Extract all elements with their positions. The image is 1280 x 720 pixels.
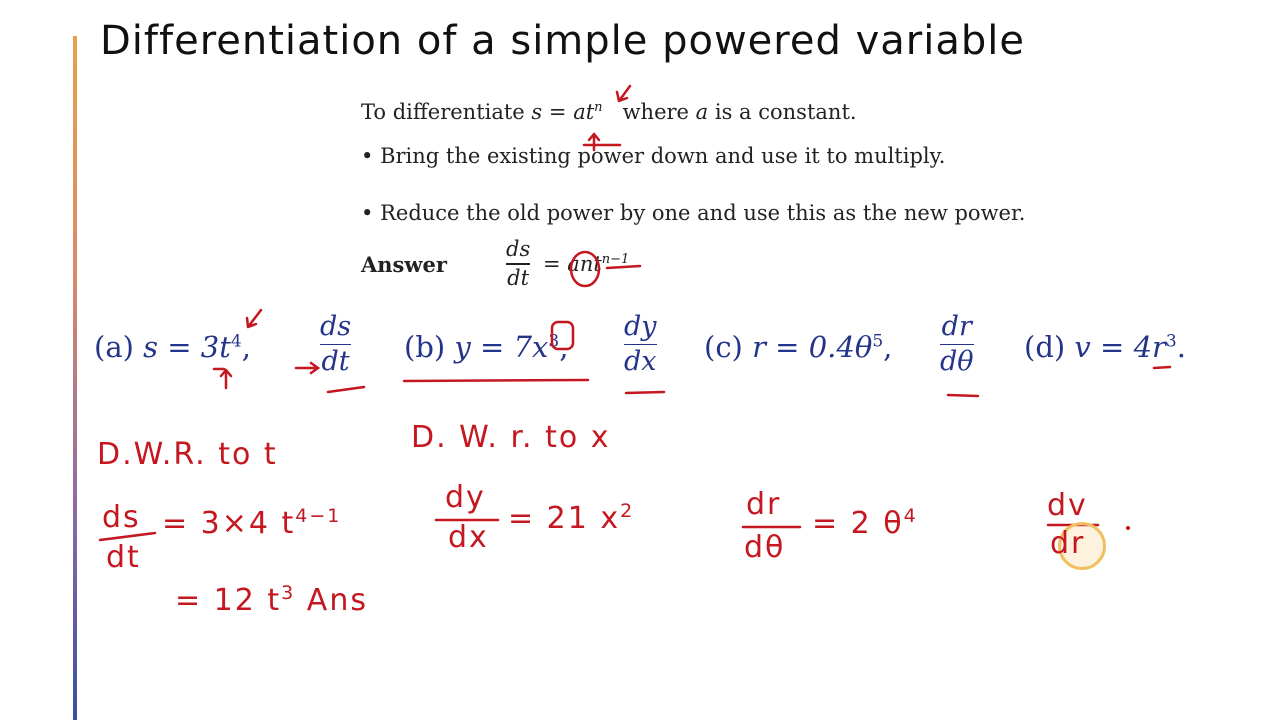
handwritten-num: dy <box>445 480 486 515</box>
underline-annotation <box>1154 367 1170 368</box>
arrow-annotation <box>296 363 318 373</box>
example-lhs: r <box>752 330 766 364</box>
answer-eq: = <box>543 252 561 276</box>
handwritten-step-b <box>508 500 634 536</box>
arrow-annotation <box>584 134 620 150</box>
derivative-den: dθ <box>940 346 974 378</box>
example-a: (a) $s = 3t^4$, <box>94 330 251 364</box>
intro-rhs-t: t <box>585 100 595 124</box>
example-b: (b) $y = 7x^3$, <box>404 330 569 364</box>
handwritten-rhs: = 2 θ <box>812 506 904 541</box>
example-exp: 3 <box>548 331 560 352</box>
derivative-num: ds <box>320 311 352 342</box>
example-sep: , <box>241 330 251 364</box>
bullet-text: Bring the existing power down and use it to multiply. <box>380 144 946 168</box>
intro-lhs: s <box>531 100 543 124</box>
derivative-den: dt <box>321 346 350 378</box>
underline-annotation <box>404 380 588 381</box>
derivative-num: dr <box>941 311 972 342</box>
handwritten-den: dr <box>1050 526 1086 561</box>
intro-const-var: a <box>695 100 709 124</box>
intro-rhs-exp: n <box>594 100 603 115</box>
handwritten-dwrt-x: D. W. r. to x <box>411 420 611 455</box>
example-lhs: s <box>143 330 159 364</box>
example-d: (d) $v = 4r^3$. <box>1024 330 1186 364</box>
intro-where: where <box>622 100 689 124</box>
example-label: (c) <box>704 330 743 364</box>
derivative-num: dy <box>624 311 657 342</box>
handwritten-num: ds <box>102 500 141 535</box>
intro-rhs-a: a <box>573 100 586 124</box>
example-label: (b) <box>404 330 446 364</box>
handwritten-dwrt-t: D.W.R. to t <box>97 437 278 472</box>
handwritten-num: dv <box>1047 488 1088 523</box>
example-exp: 5 <box>872 331 884 352</box>
example-sep: , <box>883 330 893 364</box>
intro-eq: = <box>548 100 567 124</box>
bullet-text: Reduce the old power by one and use this as the new power. <box>380 201 1026 225</box>
answer-label: Answer <box>361 252 447 277</box>
handwritten-exp: 2 <box>620 500 635 522</box>
answer-num: ds <box>506 237 531 261</box>
circle-annotation <box>571 252 599 286</box>
underline-annotation <box>626 392 664 393</box>
bullet-dot: • <box>361 144 374 168</box>
example-coef: 4r <box>1133 330 1166 364</box>
handwritten-rhs: = 21 x <box>508 501 621 536</box>
underline-annotation <box>607 266 640 268</box>
arrow-annotation <box>214 369 231 388</box>
example-exp: 3 <box>1165 331 1177 352</box>
handwritten-den: dθ <box>744 530 786 565</box>
example-sep: . <box>1176 330 1186 364</box>
underline-annotation <box>948 395 978 396</box>
intro-tail: is a constant. <box>714 100 857 124</box>
example-c: (c) $r = 0.4\theta^5$, <box>704 330 893 364</box>
handwritten-ans: Ans <box>306 583 368 618</box>
handwritten-result <box>175 582 368 618</box>
example-lhs: v <box>1074 330 1091 364</box>
handwritten-rhs: = 12 t <box>175 583 282 618</box>
example-coef: 3t <box>200 330 231 364</box>
answer-exp: n−1 <box>601 252 630 267</box>
arrow-annotation <box>247 310 261 327</box>
arrow-annotation <box>617 86 630 101</box>
example-sep: , <box>559 330 569 364</box>
example-label: (d) <box>1024 330 1066 364</box>
handwritten-exp: 3 <box>281 582 296 604</box>
example-label: (a) <box>94 330 134 364</box>
handwritten-step-a <box>162 505 341 541</box>
answer-rhs: ant <box>567 252 602 276</box>
handwritten-exp: 4−1 <box>295 505 342 527</box>
example-coef: 0.4θ <box>808 330 873 364</box>
handwritten-exp: 4 <box>903 505 918 527</box>
example-lhs: y <box>454 330 471 364</box>
example-exp: 4 <box>230 331 242 352</box>
answer-den: dt <box>507 265 530 290</box>
pen-dot <box>1126 526 1130 530</box>
box-annotation <box>552 322 573 349</box>
intro-lead: To differentiate <box>361 100 525 124</box>
underline-annotation <box>328 387 364 392</box>
handwritten-den: dt <box>106 540 141 575</box>
handwritten-rhs: = 3×4 t <box>162 506 296 541</box>
slide-title: Differentiation of a simple powered variable <box>100 18 1025 64</box>
bullet-dot: • <box>361 201 374 225</box>
handwritten-den: dx <box>448 520 489 555</box>
handwritten-step-c <box>812 505 918 541</box>
example-coef: 7x <box>513 330 549 364</box>
handwritten-num: dr <box>746 487 782 522</box>
derivative-den: dx <box>624 346 657 378</box>
